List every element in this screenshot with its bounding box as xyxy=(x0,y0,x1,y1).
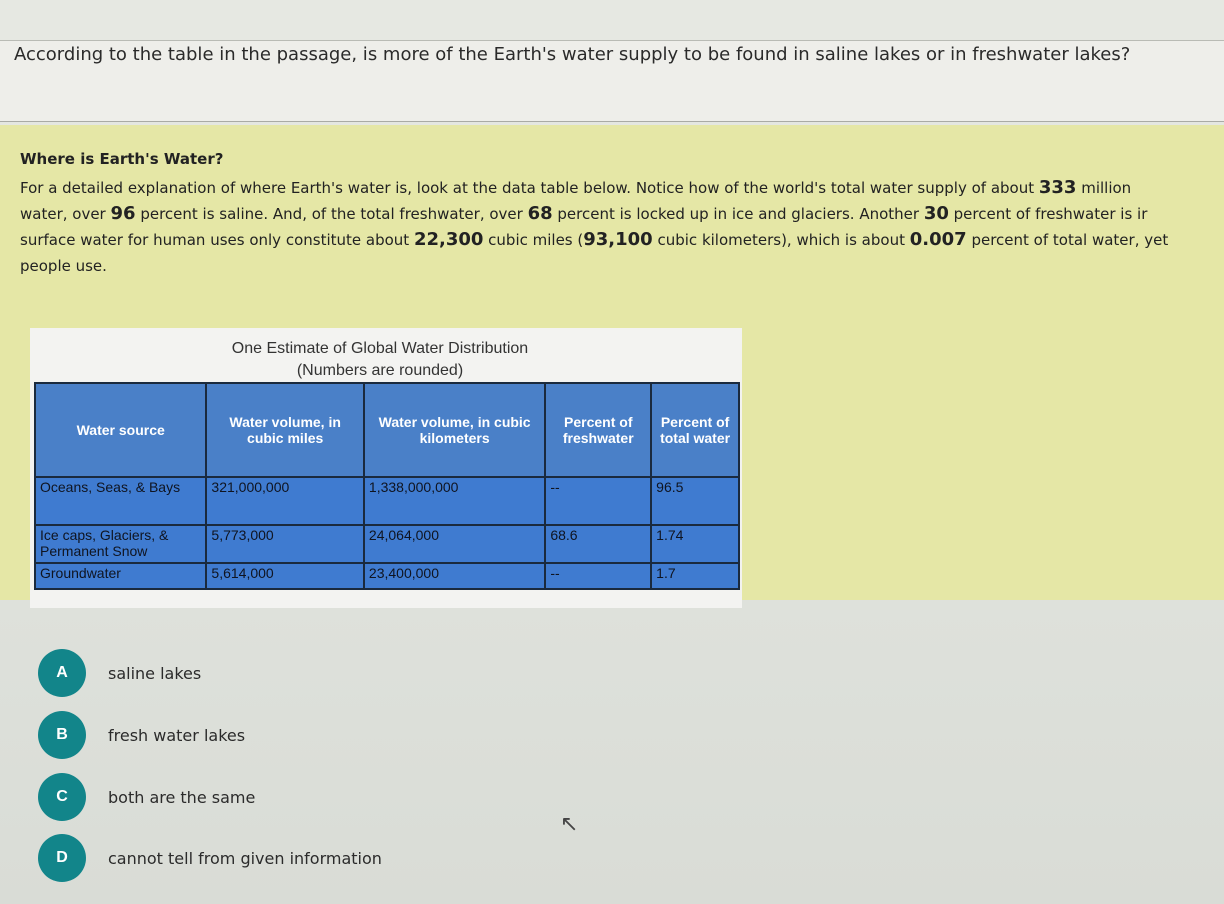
table-header: Percent of total water xyxy=(651,383,739,477)
table-header: Water volume, in cubic miles xyxy=(206,383,364,477)
table-cell: 24,064,000 xyxy=(364,525,545,563)
question-text: According to the table in the passage, is more of the Earth's water supply to be found in saline lakes or in freshwater lakes? xyxy=(14,44,1131,65)
table-cell: -- xyxy=(545,563,651,589)
passage-text: percent of total water, yet xyxy=(966,231,1169,249)
passage-number: 93,100 xyxy=(583,229,653,250)
table-row xyxy=(35,477,739,525)
table-subtitle: (Numbers are rounded) xyxy=(296,362,464,379)
table-cell: Groundwater xyxy=(35,563,206,589)
choice-text-a[interactable]: saline lakes xyxy=(108,663,202,683)
passage-text: surface water for human uses only constitute about xyxy=(20,231,414,249)
table-cell: 68.6 xyxy=(545,525,651,563)
table-cell: 1.7 xyxy=(651,563,739,589)
passage-heading: Where is Earth's Water? xyxy=(20,150,224,168)
table-header: Water source xyxy=(35,383,206,477)
table-title-line: One Estimate of Global Water Distribution xyxy=(231,340,529,357)
passage-text: cubic miles ( xyxy=(483,231,584,249)
passage-number: 333 xyxy=(1038,177,1077,198)
choice-text-b[interactable]: fresh water lakes xyxy=(108,725,246,745)
passage-text: people use. xyxy=(20,257,107,275)
table-cell: Ice caps, Glaciers, & Permanent Snow xyxy=(35,525,206,563)
table-cell: 23,400,000 xyxy=(364,563,545,589)
passage-number: 30 xyxy=(923,203,949,224)
table-cell: 1,338,000,000 xyxy=(364,477,545,525)
table-cell: 1.74 xyxy=(651,525,739,563)
passage-text: For a detailed explanation of where Earth's water is, look at the data table below. Notice how of the world's total water supply of about xyxy=(20,179,1039,197)
passage-text: percent is locked up in ice and glaciers. Another xyxy=(552,205,924,223)
table-cell: 5,614,000 xyxy=(206,563,364,589)
table-header: Water volume, in cubic kilometers xyxy=(364,383,545,477)
passage-number: 68 xyxy=(527,203,553,224)
passage-text: million xyxy=(1076,179,1132,197)
table-row xyxy=(35,525,739,563)
mouse-pointer-icon: ↖ xyxy=(560,812,579,837)
table-header-row xyxy=(35,383,739,477)
table-header: Percent of freshwater xyxy=(545,383,651,477)
passage-text: cubic kilometers), which is about xyxy=(652,231,910,249)
passage-text: percent of freshwater is ir xyxy=(948,205,1148,223)
answer-choice-d[interactable] xyxy=(38,833,382,883)
table-title xyxy=(170,338,590,382)
water-distribution-table xyxy=(34,382,740,590)
answer-choice-a[interactable] xyxy=(38,648,201,698)
table-cell: 96.5 xyxy=(651,477,739,525)
choice-text-c[interactable]: both are the same xyxy=(108,787,256,807)
answer-choice-b[interactable] xyxy=(38,710,245,760)
passage-text: water, over xyxy=(20,205,111,223)
choice-letter-b[interactable]: B xyxy=(38,711,86,759)
table-cell: -- xyxy=(545,477,651,525)
table-cell: 321,000,000 xyxy=(206,477,364,525)
passage-number: 96 xyxy=(110,203,136,224)
passage-text: percent is saline. And, of the total freshwater, over xyxy=(135,205,528,223)
passage-body xyxy=(20,175,1215,279)
table-cell: Oceans, Seas, & Bays xyxy=(35,477,206,525)
choice-letter-c[interactable]: C xyxy=(38,773,86,821)
choice-text-d[interactable]: cannot tell from given information xyxy=(108,848,382,868)
choice-letter-a[interactable]: A xyxy=(38,649,86,697)
answer-choice-c[interactable] xyxy=(38,772,255,822)
choice-letter-d[interactable]: D xyxy=(38,834,86,882)
table-cell: 5,773,000 xyxy=(206,525,364,563)
passage-number: 22,300 xyxy=(413,229,484,250)
table-row xyxy=(35,563,739,589)
passage-number: 0.007 xyxy=(909,229,967,250)
